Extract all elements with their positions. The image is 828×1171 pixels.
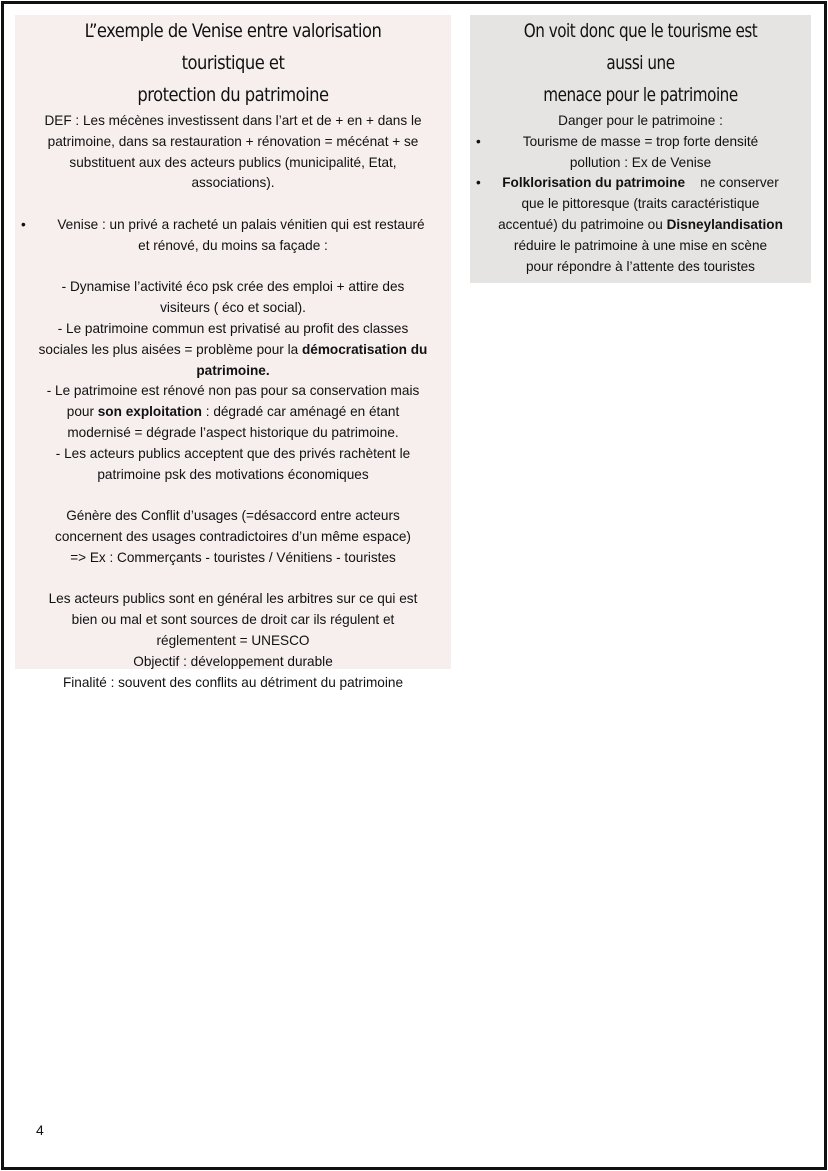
bullet-icon: • [476, 175, 481, 191]
text-line: - Le patrimoine commun est privatisé au profit des classes [57, 320, 409, 336]
bullet-icon: • [21, 216, 26, 232]
text-line: - Les acteurs publics acceptent que des privés rachètent le [55, 445, 411, 461]
bold-term: patrimoine. [196, 362, 270, 378]
text-line: patrimoine psk des motivations économiques [97, 466, 369, 482]
text-line: sociales les plus aisées = problème pour la démocratisation du [38, 341, 428, 357]
text-line: Objectif : développement durable [133, 653, 333, 669]
text-line: visiteurs ( éco et social). [160, 300, 306, 316]
definition-line: DEF : Les mécènes investissent dans l’art et de + en + dans le [44, 113, 422, 128]
text-line: concernent des usages contradictoires d’un même espace) [55, 528, 411, 544]
venise-example-body [19, 111, 447, 693]
text-line: bien ou mal et sont sources de droit car ils régulent et [71, 612, 395, 628]
venise-example-box [15, 15, 451, 690]
venise-example-title: L”exemple de Venise entre valorisation touristique et protection du patrimoine [84, 20, 382, 106]
venise-bullet: • Venise : un privé a racheté un palais vénitien qui est restauré et rénové, du moins sa façade : [21, 216, 425, 253]
text-line: modernisé = dégrade l’aspect historique du patrimoine. [67, 424, 399, 440]
text-line: - Dynamise l’activité éco psk crée des emploi + attire des [61, 279, 405, 295]
text-line: pour son exploitation : dégradé car aménagé en étant [66, 404, 400, 420]
text-line [19, 361, 447, 382]
tourism-threat-title: On voit donc que le tourisme est aussi une menace pour le patrimoine [523, 20, 758, 106]
text-line: => Ex : Commerçants - touristes / Vénitiens - touristes [70, 549, 396, 565]
bold-term: démocratisation du [301, 341, 428, 357]
text-line: Danger pour le patrimoine : [558, 113, 723, 128]
text-line: Les acteurs publics sont en général les arbitres sur ce qui est [48, 591, 418, 607]
text-line: réglementent = UNESCO [156, 632, 310, 648]
list-item: • Folklorisation du patrimoine ne conserver que le pittoresque (traits caractéristique accentué) du patrimoine ou Disneylandisation réduire le patrimoine à une mise en scène pour répondre à l’attente des touristes [476, 175, 783, 274]
bold-term: son exploitation [97, 404, 202, 420]
tourism-threat-box [470, 15, 811, 283]
bullet-icon: • [476, 133, 481, 149]
bold-term: Disneylandisation [666, 216, 783, 232]
definition-line: patrimoine, dans sa restauration + rénovation = mécénat + se [47, 133, 419, 149]
tourism-threat-body [474, 111, 807, 277]
text-line: Génère des Conflit d’usages (=désaccord entre acteurs [66, 508, 400, 524]
list-item: • Tourisme de masse = trop forte densité pollution : Ex de Venise [476, 133, 759, 170]
text-line: Finalité : souvent des conflits au détriment du patrimoine [62, 674, 404, 690]
definition-line: substituent aux des acteurs publics (municipalité, Etat, [69, 154, 397, 170]
text-line: - Le patrimoine est rénové non pas pour sa conservation mais [46, 383, 420, 399]
definition-line: associations). [191, 175, 275, 191]
bold-term: Folklorisation du patrimoine [502, 175, 686, 191]
page-number: 4 [36, 1122, 44, 1138]
